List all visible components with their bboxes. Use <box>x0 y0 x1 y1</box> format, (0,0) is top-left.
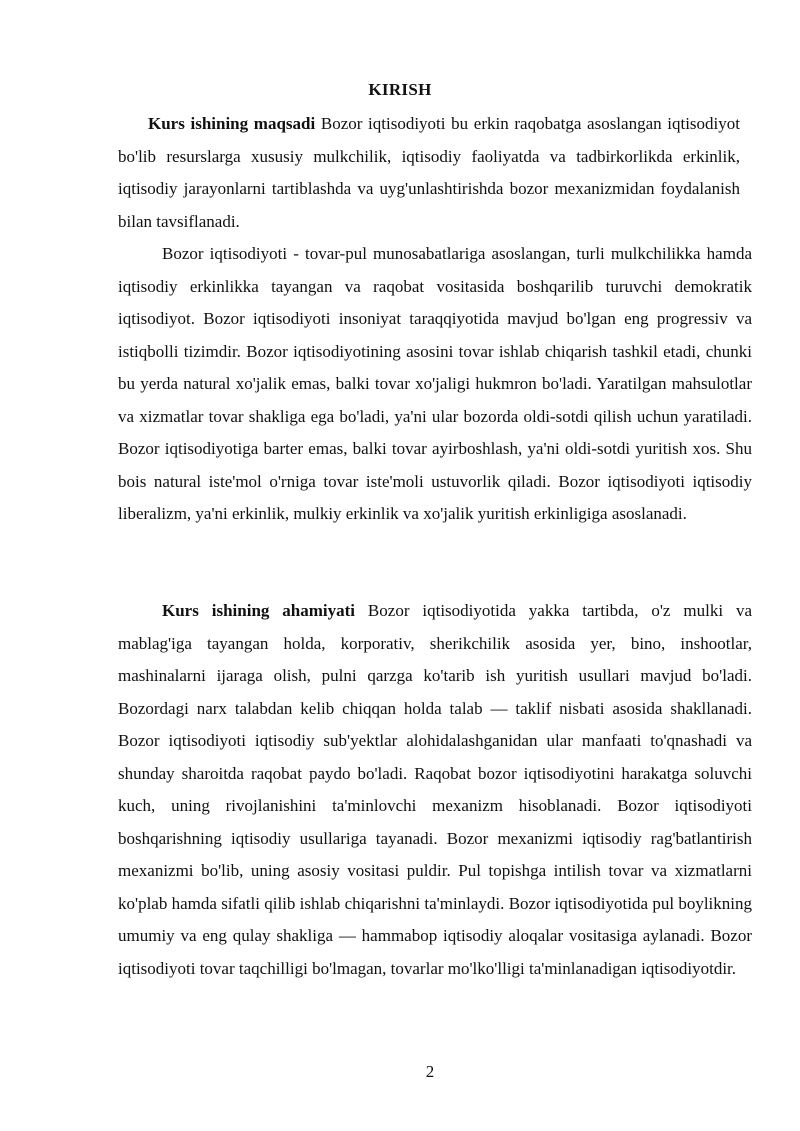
paragraph-text-importance: Bozor iqtisodiyotida yakka tartibda, o'z mulki va mablag'iga tayangan holda, korporativ, sherikchilik asosida yer, bino, inshootlar, mashinalarni ijaraga olish, pulni qarzga ko'tarib ish yuritish usullari mavjud bo'ladi. Bozordagi narx talabdan kelib chiqqan holda talab — taklif nisbati asosida shakllanadi. Bozor iqtisodiyoti iqtisodiy sub'yektlar alohidalashganidan ular manfaati to'qnashadi va shunday sharoitda raqobat paydo bo'ladi. Raqobat bozor iqtisodiyotini harakatga soluvchi kuch, uning rivojlanishini ta'minlovchi mexanizm hisoblanadi. Bozor iqtisodiyoti boshqarishning iqtisodiy usullariga tayanadi. Bozor mexanizmi iqtisodiy rag'batlantirish mexanizmi bo'lib, uning asosiy vositasi puldir. Pul topishga intilish tovar va xizmatlarni ko'plab hamda sifatli qilib ishlab chiqarishni ta'minlaydi. Bozor iqtisodiyotida pul boylikning umumiy va eng qulay shakliga — hammabop iqtisodiy aloqalar vositasiga aylanadi. Bozor iqtisodiyoti tovar taqchilligi bo'lmagan, tovarlar mo'lko'lligi ta'minlanadigan iqtisodiyotdir. <box>118 601 752 978</box>
page-number: 2 <box>425 1062 435 1081</box>
paragraph-definition <box>118 238 752 531</box>
paragraph-importance <box>118 595 752 985</box>
paragraph-lead-importance: Kurs ishining ahamiyati <box>162 601 356 620</box>
paragraph-text-goal: Bozor iqtisodiyoti bu erkin raqobatga asoslangan iqtisodiyot bo'lib resurslarga xususiy mulkchilik, iqtisodiy faoliyatda va tadbirkorlikda erkinlik, iqtisodiy jarayonlarni tartiblashda va uyg'unlashtirishda bozor mexanizmidan foydalanish bilan tavsiflanadi. <box>118 114 740 231</box>
paragraph-goal <box>118 108 740 238</box>
paragraph-text-definition: Bozor iqtisodiyoti - tovar-pul munosabatlariga asoslangan, turli mulkchilikka hamda iqtisodiy erkinlikka tayangan va raqobat vositasida boshqarilib turuvchi demokratik iqtisodiyot. Bozor iqtisodiyoti insoniyat taraqqiyotida mavjud bo'lgan eng progressiv va istiqbolli tizimdir. Bozor iqtisodiyotining asosini tovar ishlab chiqarish tashkil etadi, chunki bu yerda natural xo'jalik emas, balki tovar xo'jaligi hukmron bo'ladi. Yaratilgan mahsulotlar va xizmatlar tovar shakliga ega bo'ladi, ya'ni ular bozorda oldi-sotdi qilish uchun yaratiladi. Bozor iqtisodiyotiga barter emas, balki tovar ayirboshlash, ya'ni oldi-sotdi yuritish xos. Shu bois natural iste'mol o'rniga tovar iste'moli ustuvorlik qiladi. Bozor iqtisodiyoti iqtisodiy liberalizm, ya'ni erkinlik, mulkiy erkinlik va xo'jalik yuritish erkinligiga asoslanadi. <box>118 244 752 523</box>
paragraph-lead-goal: Kurs ishining maqsadi <box>148 114 316 133</box>
page-title: KIRISH <box>368 80 432 99</box>
